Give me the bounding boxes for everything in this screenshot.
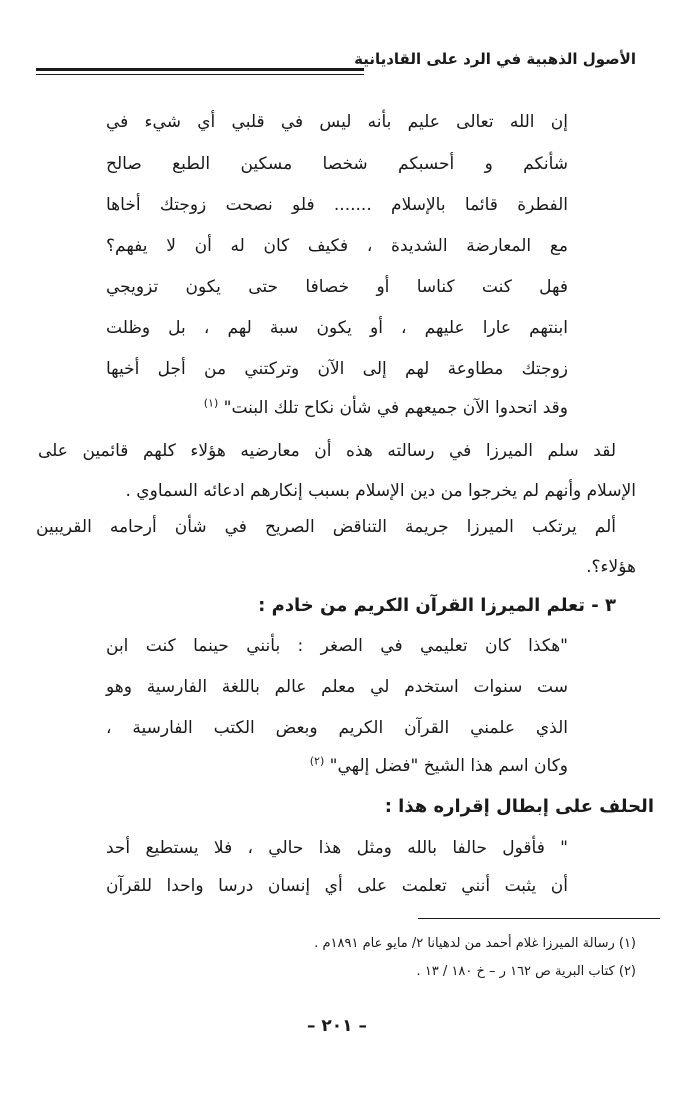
- quote1-last-text: وقد اتحدوا الآن جميعهم في شأن نكاح تلك البنت": [223, 398, 568, 418]
- quote2-line: الذي علمني القرآن الكريم وبعض الكتب الفارسية ،: [106, 718, 568, 738]
- quote1-line: ابنتهم عارا عليهم ، أو يكون سبة لهم ، بل وظلت: [106, 318, 568, 338]
- running-header: [36, 44, 636, 84]
- para1-line: لقد سلم الميرزا في رسالته هذه أن معارضيه هؤلاء كلهم قائمين على: [38, 441, 616, 461]
- footnote-2: (٢) كتاب البرية ص ١٦٢ ر – خ ١٨٠ / ١٣ .: [416, 964, 636, 979]
- quote3-line: أن يثبت أنني تعلمت على أي إنسان درسا واحدا للقرآن: [106, 876, 568, 896]
- quote3-line: " فأقول حالفا بالله ومثل هذا حالي ، فلا يستطيع أحد: [106, 838, 568, 858]
- para2-line: هؤلاء؟.: [586, 557, 636, 577]
- subsection-heading: الحلف على إبطال إقراره هذا :: [384, 796, 654, 817]
- quote2-line: "هكذا كان تعليمي في الصغر : بأنني حينما كنت ابن: [106, 636, 568, 656]
- quote1-line: الفطرة قائما بالإسلام ....... فلو نصحت زوجتك أخاها: [106, 195, 568, 215]
- header-rule-thick: [36, 68, 364, 71]
- quote2-line: ست سنوات استخدم لي معلم عالم باللغة الفارسية وهو: [106, 677, 568, 697]
- footnote-ref-2: (٢): [309, 754, 325, 768]
- quote2-last-text: وكان اسم هذا الشيخ "فضل إلهي": [329, 756, 568, 776]
- header-title: الأصول الذهبية في الرد على القاديانية: [354, 50, 636, 68]
- quote1-line: زوجتك مطاوعة لهم إلى الآن وتركتني من أجل أخيها: [106, 359, 568, 379]
- quote2-last-line: [310, 756, 568, 776]
- quote1-line: مع المعارضة الشديدة ، فكيف كان له أن لا يفهم؟: [106, 236, 568, 256]
- page-number: – ٢٠١ –: [307, 1016, 367, 1036]
- header-rule-thin: [36, 74, 364, 75]
- footnote-rule: [418, 918, 660, 919]
- quote1-last-line: [204, 398, 568, 418]
- quote1-line: فهل كنت كناسا أو خصافا حتى يكون تزويجي: [106, 277, 568, 297]
- footnote-1: (١) رسالة الميرزا غلام أحمد من لدهيانا ٢/ مايو عام ١٨٩١م .: [314, 936, 636, 951]
- footnote-ref-1: (١): [203, 396, 219, 410]
- section-heading: ٣ - تعلم الميرزا القرآن الكريم من خادم :: [258, 595, 616, 616]
- quote1-line: شأنكم و أحسبكم شخصا مسكين الطبع صالح: [106, 154, 568, 174]
- para1-line: الإسلام وأنهم لم يخرجوا من دين الإسلام بسبب إنكارهم ادعائه السماوي .: [125, 481, 636, 501]
- quote1-line: إن الله تعالى عليم بأنه ليس في قلبي أي شيء في: [106, 112, 568, 132]
- para2-line: ألم يرتكب الميرزا جريمة التناقض الصريح في شأن أرحامه القريبين: [36, 517, 616, 537]
